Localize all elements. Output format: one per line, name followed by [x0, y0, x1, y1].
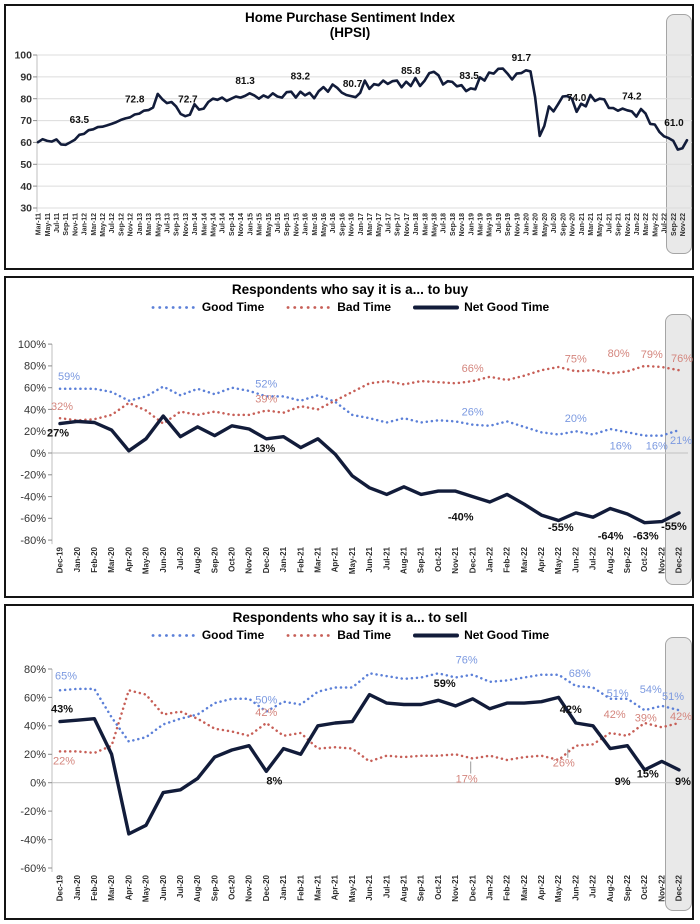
data-label: 9% — [614, 775, 631, 788]
data-label: 15% — [636, 768, 659, 781]
x-tick-label: Jul-22 — [588, 875, 598, 899]
data-label: 9% — [675, 775, 691, 788]
solid-line-swatch-icon — [413, 303, 459, 312]
y-tick-label: 60% — [23, 382, 46, 395]
dotted-line-swatch-icon — [286, 631, 332, 640]
x-tick-label: Oct-22 — [640, 547, 650, 572]
x-tick-label: Jul-11 — [54, 213, 61, 233]
x-tick-label: Dec-22 — [674, 547, 684, 574]
x-tick-label: Mar-22 — [519, 875, 529, 901]
data-label: 51% — [661, 691, 685, 704]
x-tick-label: Dec-19 — [55, 875, 65, 902]
y-tick-label: -20% — [20, 469, 46, 482]
x-tick-label: Oct-22 — [640, 875, 650, 900]
x-tick-label: Jan-20 — [72, 547, 82, 573]
x-tick-label: Jul-21 — [382, 547, 392, 571]
x-tick-label: Jan-16 — [302, 213, 310, 236]
legend-item-net-good-time — [413, 628, 549, 642]
x-tick-label: Aug-20 — [193, 547, 203, 575]
x-tick-label: Apr-20 — [124, 875, 134, 901]
x-tick-label: Mar-12 — [90, 213, 98, 236]
x-tick-label: Feb-20 — [90, 547, 99, 573]
x-tick-label: Jul-20 — [551, 213, 559, 234]
y-tick-label: 70 — [20, 115, 32, 128]
x-tick-label: Jan-14 — [192, 213, 200, 236]
y-tick-label: -20% — [20, 806, 46, 818]
x-tick-label: Sep-15 — [284, 213, 292, 236]
data-label: 21% — [669, 435, 693, 448]
x-tick-label: Aug-22 — [605, 547, 615, 575]
hpsi-chart-subtitle: (HPSI) — [329, 25, 371, 40]
x-tick-label: Jun-21 — [365, 875, 375, 901]
x-tick-label: Jan-17 — [357, 213, 365, 236]
data-label: 39% — [255, 393, 278, 406]
x-tick-label: Jan-13 — [136, 213, 144, 236]
x-tick-label: Jun-22 — [571, 875, 581, 901]
x-tick-label: Aug-21 — [399, 875, 409, 903]
data-label: -55% — [547, 521, 574, 534]
x-tick-label: May-18 — [431, 213, 439, 237]
y-tick-label: 100% — [17, 339, 46, 351]
x-tick-label: Dec-22 — [674, 875, 684, 902]
hpsi-chart-title: Home Purchase Sentiment Index — [244, 10, 456, 25]
x-tick-label: May-21 — [347, 547, 357, 575]
y-tick-label: -40% — [20, 834, 46, 847]
y-tick-label: -40% — [20, 491, 46, 504]
x-tick-label: Aug-21 — [399, 547, 409, 575]
x-tick-label: May-21 — [597, 213, 605, 237]
x-tick-label: Nov-14 — [238, 213, 246, 237]
x-tick-label: Nov-21 — [451, 875, 461, 902]
y-tick-label: 40% — [23, 720, 46, 733]
x-tick-label: Nov-11 — [72, 213, 80, 236]
x-tick-label: Mar-19 — [477, 213, 485, 236]
data-label: 76% — [455, 654, 478, 667]
x-tick-label: May-14 — [210, 213, 218, 237]
data-label: 80.7 — [342, 79, 363, 91]
data-label: 13% — [253, 442, 276, 455]
legend-item-good-time — [151, 628, 264, 642]
x-tick-label: Jul-18 — [440, 213, 448, 234]
x-tick-label: Jun-20 — [158, 875, 168, 901]
x-tick-label: Mar-13 — [146, 213, 154, 236]
x-tick-label: Jul-20 — [176, 875, 185, 899]
buy-chart-title: Respondents who say it is a... to buy — [231, 282, 469, 297]
good-time-to-buy-panel — [4, 276, 694, 598]
x-tick-label: Mar-20 — [532, 213, 540, 236]
x-tick-label: Nov-17 — [403, 213, 411, 237]
data-label: 16% — [645, 440, 668, 453]
legend-item-net-good-time — [413, 300, 549, 314]
data-label: 83.5 — [459, 71, 479, 83]
data-label: 43% — [50, 703, 74, 716]
x-tick-label: Jan-20 — [523, 213, 531, 236]
y-tick-label: -60% — [20, 862, 46, 875]
y-tick-label: 60% — [23, 692, 46, 705]
x-tick-label: Nov-18 — [459, 213, 467, 237]
x-tick-label: Sep-20 — [560, 213, 568, 236]
x-tick-label: Jan-22 — [485, 547, 495, 573]
x-tick-label: Feb-21 — [296, 547, 306, 573]
y-tick-label: 100 — [14, 49, 32, 62]
x-tick-label: Nov-22 — [680, 213, 687, 237]
hpsi-chart-panel — [4, 4, 694, 270]
data-label: 83.2 — [290, 71, 311, 83]
x-tick-label: Apr-22 — [537, 875, 546, 901]
y-tick-label: 80% — [23, 360, 46, 373]
data-label: 39% — [634, 712, 657, 725]
x-tick-label: Mar-21 — [588, 213, 595, 236]
x-tick-label: Jul-22 — [588, 547, 598, 571]
x-tick-label: May-15 — [265, 213, 273, 237]
buy-chart-legend — [4, 300, 696, 314]
x-tick-label: Nov-12 — [127, 213, 135, 237]
x-tick-label: Nov-20 — [569, 213, 577, 237]
legend-item-bad-time — [286, 628, 391, 642]
y-tick-label: 20% — [23, 749, 46, 762]
x-tick-label: Aug-22 — [605, 875, 615, 903]
x-tick-label: Sep-11 — [63, 213, 71, 236]
x-tick-label: Mar-21 — [313, 875, 323, 901]
x-tick-label: Sep-21 — [615, 213, 623, 236]
y-tick-label: -80% — [20, 535, 46, 547]
x-tick-label: Jan-21 — [578, 213, 586, 236]
x-tick-label: Mar-21 — [313, 547, 323, 573]
dotted-line-swatch-icon — [286, 303, 332, 312]
data-label: 66% — [461, 363, 484, 376]
data-label: 65% — [54, 670, 78, 683]
legend-item-bad-time — [286, 300, 391, 314]
x-tick-label: Mar-20 — [107, 547, 117, 573]
y-tick-label: 80 — [20, 93, 32, 106]
y-tick-label: 40% — [23, 404, 46, 417]
x-tick-label: Jul-20 — [176, 547, 185, 571]
x-tick-label: Jan-15 — [247, 213, 255, 236]
x-tick-label: Jan-20 — [72, 875, 82, 901]
data-label: 74.0 — [566, 92, 587, 104]
x-tick-label: May-22 — [554, 547, 564, 575]
x-tick-label: Apr-21 — [330, 875, 340, 901]
x-tick-label: Dec-20 — [261, 547, 271, 574]
x-tick-label: Nov-21 — [451, 547, 461, 574]
data-label: 85.8 — [401, 66, 421, 77]
x-tick-label: Dec-20 — [261, 875, 271, 902]
x-tick-label: Feb-22 — [502, 875, 512, 901]
data-label: 81.3 — [235, 75, 255, 87]
legend-label: Good Time — [201, 628, 265, 642]
x-tick-label: Nov-22 — [657, 547, 667, 574]
data-label: 80% — [607, 347, 630, 360]
data-label: 79% — [640, 349, 663, 361]
x-tick-label: May-13 — [155, 213, 163, 237]
x-tick-label: Sep-12 — [118, 213, 126, 236]
x-tick-label: Nov-21 — [624, 213, 632, 237]
x-tick-label: Sep-16 — [339, 213, 347, 236]
x-tick-label: Apr-21 — [330, 547, 340, 573]
data-label: 91.7 — [511, 53, 532, 65]
data-label: 59% — [433, 677, 456, 690]
recent-months-highlight-box — [666, 14, 692, 254]
x-tick-label: Sep-17 — [394, 213, 402, 236]
x-tick-label: Jan-22 — [485, 875, 495, 901]
y-tick-label: -60% — [20, 513, 46, 526]
x-tick-label: May-20 — [141, 547, 151, 575]
x-tick-label: Dec-21 — [468, 875, 478, 902]
y-tick-label: 40 — [20, 180, 32, 193]
x-tick-label: Oct-21 — [433, 547, 443, 572]
x-tick-label: May-12 — [100, 213, 107, 237]
data-label: 61.0 — [664, 118, 684, 130]
x-tick-label: Sep-20 — [210, 875, 220, 902]
x-tick-label: Apr-22 — [537, 547, 546, 573]
y-tick-label: 30 — [20, 202, 32, 215]
x-tick-label: Mar-16 — [311, 213, 319, 236]
x-tick-label: May-11 — [44, 213, 52, 237]
recent-month-highlight-box — [665, 314, 692, 585]
x-tick-label: Oct-20 — [227, 875, 237, 900]
x-tick-label: Nov-22 — [657, 875, 667, 902]
x-tick-label: May-22 — [652, 213, 660, 237]
x-tick-label: May-20 — [141, 875, 151, 903]
x-tick-label: Jul-22 — [661, 213, 669, 234]
x-tick-label: Jan-21 — [279, 875, 289, 901]
x-tick-label: Mar-11 — [35, 213, 43, 236]
data-label: -55% — [661, 520, 687, 533]
data-label: -63% — [632, 530, 659, 543]
data-label: 72.7 — [178, 94, 198, 106]
x-tick-label: Apr-20 — [124, 547, 134, 573]
legend-label: Net Good Time — [464, 300, 550, 314]
y-tick-label: 90 — [20, 71, 32, 84]
x-tick-label: Jan-19 — [468, 213, 476, 236]
data-label: 51% — [606, 688, 629, 701]
recent-month-highlight-box — [665, 637, 692, 911]
x-tick-label: Mar-17 — [367, 213, 374, 236]
data-label: -64% — [597, 530, 624, 543]
x-tick-label: Jul-12 — [109, 213, 117, 234]
x-tick-label: Nov-16 — [348, 213, 356, 237]
x-tick-label: Sep-18 — [449, 213, 457, 236]
x-tick-label: Sep-22 — [623, 875, 632, 902]
good-time-to-sell-panel — [4, 604, 694, 920]
x-tick-label: Jun-20 — [158, 547, 168, 573]
y-tick-label: 0% — [30, 447, 46, 460]
x-tick-label: May-19 — [486, 213, 494, 237]
x-tick-label: Jul-16 — [330, 213, 338, 234]
legend-label: Bad Time — [337, 628, 392, 642]
x-tick-label: May-21 — [347, 875, 357, 903]
data-label: -40% — [447, 511, 474, 524]
data-label: 75% — [564, 353, 587, 366]
x-tick-label: Nov-20 — [244, 875, 254, 902]
legend-label: Net Good Time — [464, 628, 550, 642]
x-tick-label: Mar-20 — [107, 875, 117, 901]
y-tick-label: 20% — [23, 426, 46, 439]
x-tick-label: Mar-14 — [201, 213, 209, 236]
x-tick-label: Jan-12 — [81, 213, 89, 236]
x-tick-label: Jan-18 — [413, 213, 420, 236]
data-label: 68% — [568, 668, 591, 680]
y-tick-label: 0% — [30, 777, 46, 790]
x-tick-label: Jan-22 — [634, 213, 641, 236]
x-tick-label: Jul-13 — [164, 213, 172, 234]
x-tick-label: Mar-18 — [422, 213, 430, 236]
x-tick-label: Feb-20 — [90, 875, 99, 901]
x-tick-label: Jul-15 — [275, 213, 282, 234]
x-tick-label: Sep-22 — [670, 213, 678, 236]
x-tick-label: Sep-13 — [173, 213, 181, 236]
sell-chart-title: Respondents who say it is a... to sell — [232, 610, 468, 625]
x-tick-label: Jun-22 — [571, 547, 581, 573]
data-label: 52% — [255, 378, 278, 391]
x-tick-label: May-22 — [554, 875, 564, 903]
dotted-line-swatch-icon — [151, 631, 197, 640]
data-label: 8% — [266, 775, 283, 788]
data-label: 50% — [255, 694, 278, 707]
data-label: 27% — [46, 427, 70, 440]
y-tick-label: 60 — [20, 137, 32, 150]
data-label: 76% — [670, 353, 694, 366]
x-tick-label: Sep-21 — [416, 547, 426, 574]
x-tick-label: Jul-14 — [219, 213, 227, 234]
x-tick-label: Oct-21 — [433, 875, 443, 900]
x-tick-label: Sep-19 — [505, 213, 513, 236]
data-label: 74.2 — [622, 91, 642, 103]
x-tick-label: Oct-20 — [227, 547, 237, 572]
y-tick-label: 50 — [20, 159, 32, 171]
sell-chart-legend — [4, 628, 696, 642]
x-tick-label: Nov-19 — [514, 213, 522, 237]
x-tick-label: Nov-20 — [244, 547, 254, 574]
x-tick-label: Jul-21 — [606, 213, 614, 234]
data-label: 42% — [669, 711, 693, 723]
data-label: 26% — [461, 406, 484, 419]
legend-label: Bad Time — [337, 300, 392, 314]
x-tick-label: Sep-22 — [623, 547, 632, 574]
data-label: 59% — [57, 370, 81, 383]
data-label: 17% — [455, 773, 478, 786]
x-tick-label: Mar-15 — [256, 213, 264, 236]
x-tick-label: Sep-21 — [416, 875, 426, 902]
x-tick-label: Aug-20 — [193, 875, 203, 903]
data-label: 63.5 — [69, 114, 90, 126]
x-tick-label: Jul-19 — [495, 213, 503, 234]
x-tick-label: Dec-19 — [55, 547, 65, 574]
data-label: 72.8 — [124, 94, 145, 106]
x-tick-label: Sep-20 — [210, 547, 220, 574]
legend-label: Good Time — [201, 300, 265, 314]
x-tick-label: Nov-13 — [182, 213, 190, 237]
x-tick-label: Feb-21 — [296, 875, 306, 901]
data-label: 26% — [552, 757, 575, 770]
data-label: 54% — [639, 683, 662, 696]
x-tick-label: Jan-21 — [279, 547, 289, 573]
x-tick-label: May-20 — [541, 213, 549, 237]
y-tick-label: 80% — [23, 663, 46, 676]
x-tick-label: May-17 — [376, 213, 384, 237]
data-label: 42% — [255, 707, 278, 719]
data-label: 42% — [603, 709, 626, 721]
data-label: 16% — [609, 440, 632, 453]
x-tick-label: Jun-21 — [365, 547, 375, 573]
data-label: 20% — [564, 413, 587, 426]
legend-item-good-time — [151, 300, 264, 314]
dotted-line-swatch-icon — [151, 303, 197, 312]
data-label: 42% — [559, 704, 582, 716]
x-tick-label: Dec-21 — [468, 547, 478, 574]
x-tick-label: Jul-17 — [385, 213, 393, 234]
x-tick-label: Mar-22 — [643, 213, 651, 236]
x-tick-label: Mar-22 — [519, 547, 529, 573]
x-tick-label: Jul-21 — [382, 875, 392, 899]
data-label: 32% — [50, 401, 74, 414]
x-tick-label: Sep-14 — [228, 213, 236, 236]
solid-line-swatch-icon — [413, 631, 459, 640]
x-tick-label: Feb-22 — [502, 547, 512, 573]
data-label: 22% — [52, 755, 76, 768]
x-tick-label: Nov-15 — [293, 213, 301, 237]
x-tick-label: May-16 — [321, 213, 328, 237]
